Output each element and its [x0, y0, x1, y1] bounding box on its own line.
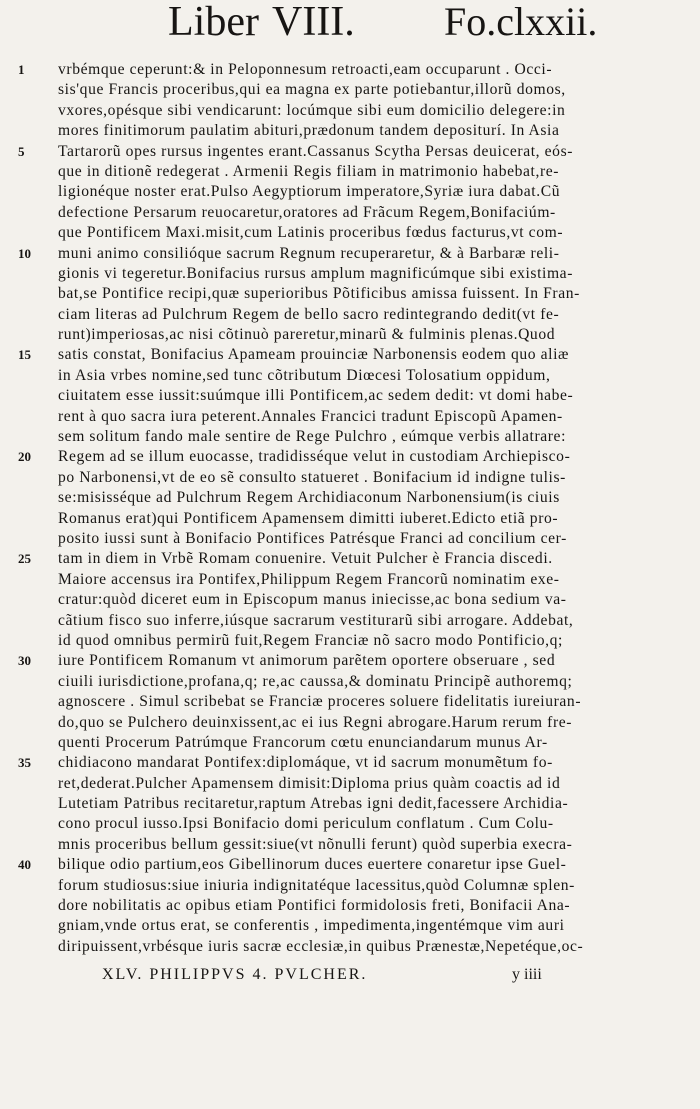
line-text: mores finitimorum paulatim abituri,prædonum tandem depositurí. In Asia — [58, 122, 560, 140]
line-text: bat,se Pontifice recipi,quæ superioribus Põtificibus amissa fuissent. In Fran- — [58, 285, 580, 303]
line-text: ciam literas ad Pulchrum Regem de bello sacro redintegrando dedit(vt fe- — [58, 305, 560, 323]
text-line — [0, 244, 700, 264]
line-number: 35 — [18, 755, 31, 771]
text-line — [0, 774, 700, 794]
text-line — [0, 835, 700, 855]
line-text: diripuissent,vrbésque iuris sacræ ecclesiæ,in quibus Prænestæ,Nepetéque,oc- — [58, 937, 584, 955]
text-line — [0, 203, 700, 223]
text-line — [0, 488, 700, 508]
text-line — [0, 855, 700, 875]
text-line — [0, 549, 700, 569]
text-line — [0, 284, 700, 304]
line-number: 20 — [18, 449, 31, 465]
text-line — [0, 692, 700, 712]
text-line — [0, 529, 700, 549]
line-text: que in ditionẽ redegerat . Armenii Regis filiam in matrimonio habebat,re- — [58, 162, 560, 180]
line-text: Tartarorũ opes rursus ingentes erant.Cassanus Scytha Persas deuicerat, eós- — [58, 142, 574, 160]
line-number: 40 — [18, 857, 31, 873]
line-text: runt)imperiosas,ac nisi cõtinuò pareretur,minarũ & fulminis plenas.Quod — [58, 326, 556, 344]
line-number: 10 — [18, 245, 31, 261]
text-line — [0, 447, 700, 467]
line-text: ret,dederat.Pulcher Apamensem dimisit:Diploma prius quàm coactis ad id — [58, 774, 561, 792]
text-line — [0, 60, 700, 80]
line-text: in Asia vrbes nomine,sed tunc cõtributum Diœcesi Tolosatium oppidum, — [58, 366, 551, 384]
text-line — [0, 101, 700, 121]
line-text: iure Pontificem Romanum vt animorum parẽtem oportere obseruare , sed — [58, 652, 556, 670]
signature-mark: y iiii — [512, 966, 542, 983]
line-number: 1 — [18, 62, 25, 77]
text-line — [0, 162, 700, 182]
text-line — [0, 896, 700, 916]
text-line — [0, 325, 700, 345]
text-line — [0, 753, 700, 773]
text-line — [0, 570, 700, 590]
text-line — [0, 468, 700, 488]
line-text: quenti Procerum Patrúmque Francorum cœtu enunciandarum munus Ar- — [58, 733, 548, 751]
text-line — [0, 590, 700, 610]
text-line — [0, 794, 700, 814]
book-label: Liber — [168, 0, 259, 45]
text-block — [0, 60, 700, 957]
text-line — [0, 182, 700, 202]
line-text: posito iussi sunt à Bonifacio Pontifices Patrésque Franci ad concilium cer- — [58, 529, 567, 547]
line-number: 15 — [18, 347, 31, 363]
line-text: Regem ad se illum euocasse, tradidisséque velut in custodiam Archiepisco- — [58, 448, 571, 466]
text-line — [0, 631, 700, 651]
text-line — [0, 814, 700, 834]
line-text: forum studiosus:siue iniuria indignitatéque lacessitus,quòd Columnæ splen- — [58, 876, 575, 894]
text-line — [0, 142, 700, 162]
line-text: Lutetiam Patribus recitaretur,raptum Atrebas igni dedit,facessere Archidia- — [58, 795, 569, 813]
line-text: vrbémque ceperunt:& in Peloponnesum retroacti,eam occuparunt . Occi- — [58, 61, 553, 78]
line-text: Maiore accensus ira Pontifex,Philippum Regem Francorũ nominatim exe- — [58, 570, 560, 588]
line-text: gniam,vnde ortus erat, se conferentis , impedimenta,ingentémque vim auri — [58, 917, 565, 935]
line-text: gionis vi tegeretur.Bonifacius rursus amplum magnificúmque sibi existima- — [58, 264, 573, 282]
text-line — [0, 407, 700, 427]
line-number: 5 — [18, 143, 25, 159]
line-text: cratur:quòd diceret eum in Episcopum manus iniecisse,ac bona sedium va- — [58, 591, 567, 609]
line-text: id quod omnibus permirũ fuit,Regem Franciæ nõ sacro modo Pontificio,q; — [58, 631, 563, 649]
text-line — [0, 672, 700, 692]
line-text: sis'que Francis proceribus,qui ea magna ex parte potiebantur,illorũ domos, — [58, 81, 566, 99]
page-header — [168, 0, 598, 48]
line-text: Romanus erat)qui Pontificem Apamensem dimitti iuberet.Edicto etiã pro- — [58, 509, 559, 527]
line-text: cono procul iusso.Ipsi Bonifacio domi periculum conflatum . Cum Colu- — [58, 815, 554, 833]
line-text: po Narbonensi,vt de eo sẽ consulto statueret . Bonifacium id indigne tulis- — [58, 468, 566, 486]
text-line — [0, 80, 700, 100]
folio-number: Fo.clxxii. — [444, 0, 598, 44]
line-text: tam in diem in Vrbẽ Romam conuenire. Vetuit Pulcher è Francia discedi. — [58, 550, 553, 568]
text-line — [0, 713, 700, 733]
text-line — [0, 611, 700, 631]
page-footer — [102, 963, 562, 987]
line-text: vxores,opésque sibi vendicarunt: locúmque sibi eum domicilio delegere:in — [58, 101, 566, 119]
line-text: bilique odio partium,eos Gibellinorum duces euertere conaretur ipse Guel- — [58, 856, 567, 874]
line-text: do,quo se Pulchero deuinxissent,ac ei ius Regni abrogare.Harum rerum fre- — [58, 713, 573, 731]
line-text: satis constat, Bonifacius Apameam prouinciæ Narbonensis eodem quo aliæ — [58, 346, 570, 364]
text-line — [0, 876, 700, 896]
line-text: que Pontificem Maxi.misit,cum Latinis proceribus fœdus facturus,vt com- — [58, 224, 564, 242]
line-text: defectione Persarum reuocaretur,oratores ad Frãcum Regem,Bonifaciúm- — [58, 203, 556, 221]
line-text: muni animo consilióque sacrum Regnum recuperaretur, & à Barbaræ reli- — [58, 244, 560, 262]
text-line — [0, 937, 700, 957]
line-text: ligionéque noster erat.Pulso Aegyptiorum imperatore,Syriæ iura dabat.Cũ — [58, 183, 561, 201]
text-line — [0, 651, 700, 671]
line-text: agnoscere . Simul scribebat se Franciæ proceres soluere fidelitatis iureiuran- — [58, 693, 582, 711]
line-text: cãtium fisco suo inferre,iúsque sacrarum vestiturarũ sibi arrogare. Addebat, — [58, 611, 574, 629]
text-line — [0, 223, 700, 243]
book-number: VIII. — [272, 0, 355, 45]
line-text: ciuitatem esse iussit:suúmque illi Pontificem,ac sedem dedit: vt domi habe- — [58, 387, 574, 405]
running-title: XLV. PHILIPPVS 4. PVLCHER. — [102, 966, 368, 983]
text-line — [0, 366, 700, 386]
line-text: se:misisséque ad Pulchrum Regem Archidiaconum Narbonensium(is ciuis — [58, 489, 560, 507]
line-number: 25 — [18, 551, 31, 567]
line-text: chidiacono mandarat Pontifex:diplomáque, vt id sacrum monumẽtum fo- — [58, 754, 553, 772]
text-line — [0, 733, 700, 753]
line-text: ciuili iurisdictione,profana,q; re,ac caussa,& dominatu Principẽ authoremq; — [58, 672, 573, 690]
line-text: mnis proceribus bellum gessit:siue(vt nõnulli ferunt) quòd superbia execra- — [58, 835, 573, 853]
line-text: dore nobilitatis ac opibus etiam Pontifici formidolosis freti, Bonifacii Ana- — [58, 897, 571, 915]
text-line — [0, 121, 700, 141]
text-line — [0, 345, 700, 365]
line-text: rent à quo sacra iura peterent.Annales Francici tradunt Episcopũ Apamen- — [58, 407, 563, 425]
text-line — [0, 305, 700, 325]
text-line — [0, 916, 700, 936]
text-line — [0, 264, 700, 284]
line-number: 30 — [18, 653, 31, 669]
text-line — [0, 427, 700, 447]
text-line — [0, 509, 700, 529]
line-text: sem solitum fando male sentire de Rege Pulchro , eúmque verbis allatrare: — [58, 428, 567, 446]
text-line — [0, 386, 700, 406]
